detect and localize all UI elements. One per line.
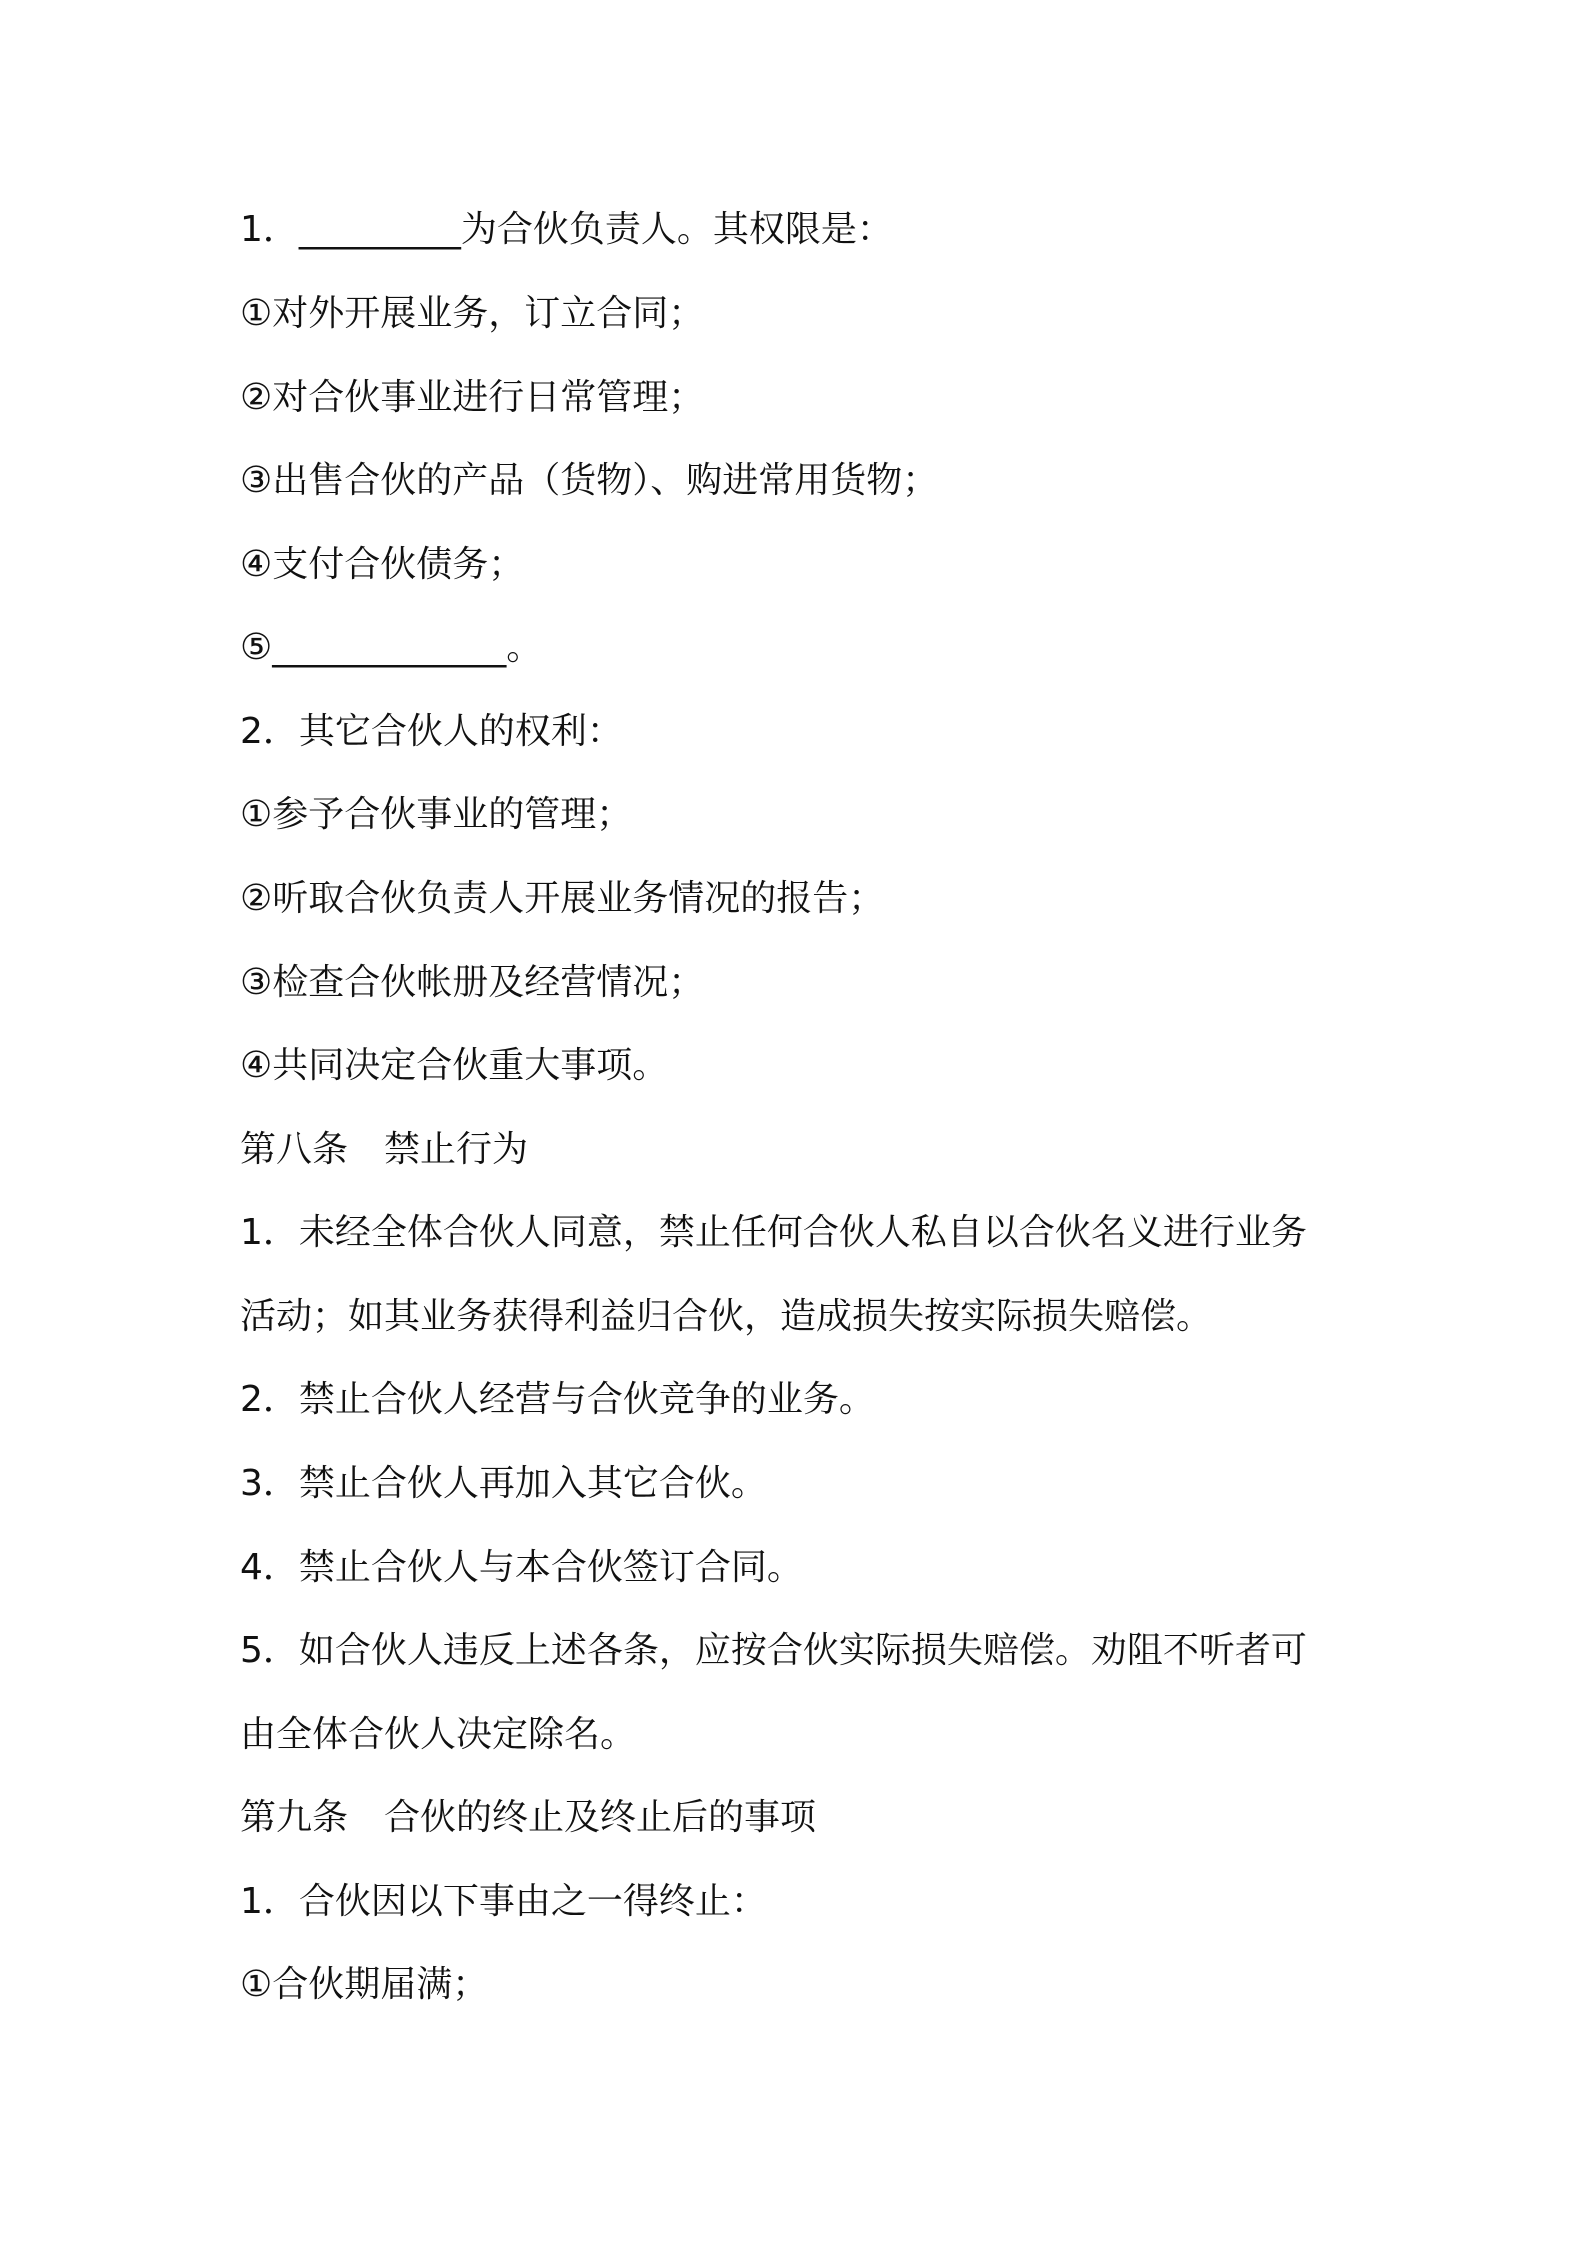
article-9-heading: 第九条 合伙的终止及终止后的事项 — [240, 1797, 817, 1838]
clause-7-2-item-2: ②听取合伙负责人开展业务情况的报告； — [240, 878, 885, 919]
clause-7-2-text: 2．其它合伙人的权利： — [240, 711, 623, 752]
clause-9-1-text: 1．合伙因以下事由之一得终止： — [240, 1881, 767, 1922]
clause-7-1-item-4: ④支付合伙债务； — [240, 544, 525, 585]
clause-7-1-text: 1．_________为合伙负责人。其权限是： — [240, 209, 893, 250]
article-8-heading: 第八条 禁止行为 — [240, 1129, 529, 1170]
clause-7-2-item-4: ④共同决定合伙重大事项。 — [240, 1045, 669, 1086]
clause-7-1-item-2: ②对合伙事业进行日常管理； — [240, 377, 705, 418]
clause-7-1-item-1: ①对外开展业务，订立合同； — [240, 293, 705, 334]
clause-8-4-text: 4．禁止合伙人与本合伙签订合同。 — [240, 1547, 803, 1588]
clause-8-1-text-cont: 活动；如其业务获得利益归合伙，造成损失按实际损失赔偿。 — [240, 1296, 1213, 1337]
clause-8-5-text-cont: 由全体合伙人决定除名。 — [240, 1714, 637, 1755]
clause-8-2-text: 2．禁止合伙人经营与合伙竞争的业务。 — [240, 1379, 875, 1420]
clause-8-5-text: 5．如合伙人违反上述各条，应按合伙实际损失赔偿。劝阻不听者可 — [240, 1630, 1307, 1671]
clause-7-2-item-1: ①参予合伙事业的管理； — [240, 794, 633, 835]
clause-7-1-item-5: ⑤_____________。 — [240, 627, 543, 668]
clause-7-1-item-3: ③出售合伙的产品（货物）、购进常用货物； — [240, 460, 939, 501]
clause-8-3-text: 3．禁止合伙人再加入其它合伙。 — [240, 1463, 767, 1504]
clause-9-1-item-1: ①合伙期届满； — [240, 1964, 489, 2005]
clause-8-1-text: 1．未经全体合伙人同意，禁止任何合伙人私自以合伙名义进行业务 — [240, 1212, 1307, 1253]
clause-7-2-item-3: ③检查合伙帐册及经营情况； — [240, 962, 705, 1003]
